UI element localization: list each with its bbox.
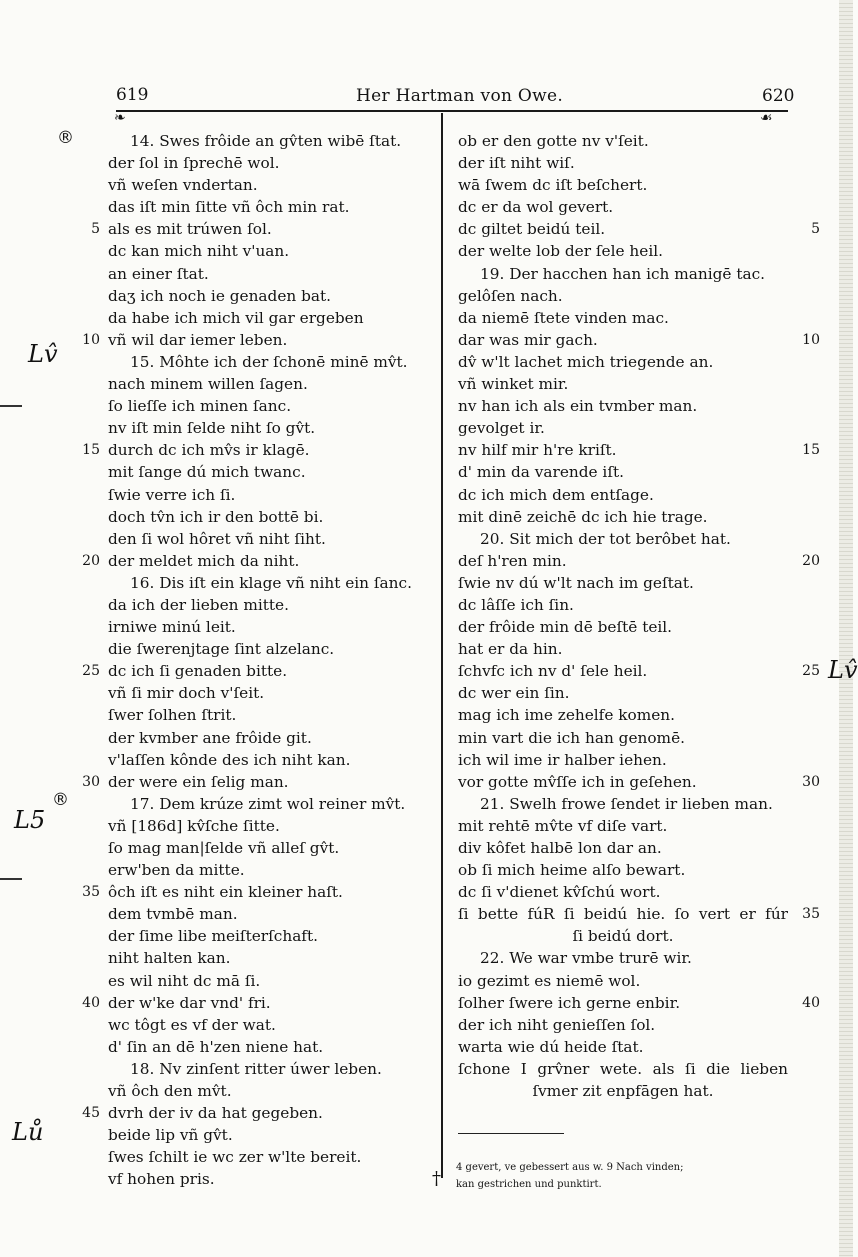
line-number: 5	[91, 221, 100, 238]
verse-line	[108, 461, 438, 483]
verse-line	[458, 484, 788, 506]
margin-note-3: Lů	[12, 1118, 44, 1146]
verse-line	[108, 417, 438, 439]
verse-line	[458, 550, 820, 572]
verse-text: ôch iſt es niht ein kleiner haſt.	[108, 883, 343, 902]
line-number: 35	[802, 906, 820, 923]
verse-text: ſo lieſſe ich minen ſanc.	[108, 397, 292, 416]
ornament-left-icon: ❧	[114, 110, 126, 126]
verse-text: das iſt min ſitte vñ ôch min rat.	[108, 198, 350, 217]
verse-line	[458, 263, 788, 285]
verse-line	[108, 528, 438, 550]
verse-line	[458, 373, 788, 395]
verse-text: 21. Swelh frowe ſendet ir lieben man.	[480, 794, 773, 813]
page-edge	[839, 0, 853, 1257]
verse-text: erw'ben da mitte.	[108, 861, 245, 880]
verse-text: nv iſt min ſelde niht ſo gv̂t.	[108, 419, 316, 438]
verse-text: dc lâſſe ich ſin.	[458, 595, 574, 614]
verse-line	[108, 395, 438, 417]
verse-text: mag ich ime zehelfe komen.	[458, 706, 676, 725]
verse-line	[458, 506, 788, 528]
verse-line	[458, 528, 788, 550]
verse-line	[108, 506, 438, 528]
verse-text: v'laſſen kônde des ich niht kan.	[108, 750, 351, 769]
verse-text: niht halten kan.	[108, 949, 231, 968]
verse-text: vñ ſi mir doch v'ſeit.	[108, 684, 265, 703]
verse-text: dc ich mich dem entſage.	[458, 485, 654, 504]
verse-line	[108, 682, 438, 704]
verse-line	[458, 395, 788, 417]
verse-text: 22. We war vmbe trurē wir.	[480, 949, 692, 968]
verse-text: wc tôgt es vf der wat.	[108, 1015, 276, 1034]
footnote-line-1: 4 gevert, ve gebessert aus w. 9 Nach vinden;	[456, 1162, 684, 1173]
verse-text: vñ weſen vndertan.	[108, 176, 258, 195]
verse-text: dv̂ w'lt lachet mich triegende an.	[458, 352, 714, 371]
line-number: 45	[82, 1105, 100, 1122]
verse-text: dc ſi v'dienet kv̂ſchú wort.	[458, 883, 661, 902]
verse-line	[108, 152, 438, 174]
verse-text: ſo mag man|ſelde vñ alleſ gv̂t.	[108, 839, 340, 857]
line-number: 30	[802, 773, 820, 790]
verse-line	[108, 970, 438, 992]
verse-line	[458, 859, 788, 881]
verse-line	[458, 285, 788, 307]
footnote-rule	[458, 1133, 564, 1134]
verse-line	[458, 196, 788, 218]
verse-text: als es mit trúwen ſol.	[108, 220, 272, 239]
verse-line	[108, 1124, 438, 1146]
verse-line	[108, 815, 438, 837]
verse-text: vñ [186d] kv̂ſche ſitte.	[108, 816, 280, 835]
verse-line	[458, 1014, 788, 1036]
header-rule	[116, 110, 788, 112]
verse-line	[458, 793, 788, 815]
verse-line	[458, 970, 788, 992]
verse-line	[458, 771, 820, 793]
verse-line	[108, 373, 438, 395]
verse-line	[82, 550, 438, 572]
verse-text: ob ſi mich heime alſo bewart.	[458, 861, 686, 880]
registered-mark-1: ®	[57, 128, 74, 148]
verse-line	[108, 196, 438, 218]
line-number: 35	[82, 884, 100, 901]
verse-text: der iſt niht wiſ.	[458, 154, 575, 173]
verse-line	[108, 903, 438, 925]
verse-line	[108, 307, 438, 329]
ornament-right-icon: ☙	[760, 110, 773, 126]
verse-text: da niemē ſtete vinden mac.	[458, 308, 669, 327]
line-number: 5	[811, 221, 820, 238]
verse-text: nv han ich als ein tvmber man.	[458, 397, 698, 416]
verse-line	[108, 285, 438, 307]
verse-text: dc ich ſi genaden bitte.	[108, 662, 288, 681]
verse-line	[108, 947, 438, 969]
line-number: 10	[802, 331, 820, 348]
page-number-left: 619	[116, 85, 149, 105]
verse-text: 20. Sit mich der tot berôbet hat.	[480, 529, 731, 548]
footnote-line-2: kan gestrichen und punktirt.	[456, 1179, 602, 1190]
verse-text: dar was mir gach.	[458, 330, 598, 349]
verse-text: vñ wil dar iemer leben.	[108, 330, 288, 349]
verse-text: vor gotte mv̂ſſe ich in geſehen.	[458, 772, 697, 791]
verse-text: ſchvfc ich nv d' ſele heil.	[458, 662, 648, 681]
verse-line	[458, 638, 788, 660]
verse-text: gelôſen nach.	[458, 286, 563, 305]
verse-text: der kvmber ane frôide git.	[108, 728, 312, 747]
margin-note-2: L5	[14, 806, 46, 834]
verse-line	[458, 837, 788, 859]
verse-line	[82, 771, 438, 793]
verse-line	[82, 992, 438, 1014]
verse-line	[108, 1080, 438, 1102]
verse-line	[458, 704, 788, 726]
verse-text: vñ ôch den mv̂t.	[108, 1082, 232, 1101]
verse-text: der w'ke dar vnd' fri.	[108, 993, 271, 1012]
verse-line	[82, 439, 438, 461]
verse-line	[458, 925, 788, 947]
verse-text: dc giltet beidú teil.	[458, 220, 606, 239]
line-number: 20	[802, 552, 820, 569]
verse-text: der frôide min dē beſtē teil.	[458, 618, 673, 637]
verse-line	[108, 727, 438, 749]
verse-line	[458, 174, 788, 196]
verse-text: io gezimt es niemē wol.	[458, 971, 641, 990]
verse-text: mit ſange dú mich twanc.	[108, 463, 306, 482]
verse-line	[458, 130, 788, 152]
verse-text: ich wil ime ir halber iehen.	[458, 750, 667, 769]
verse-text: ſi beidú dort.	[572, 927, 674, 946]
verse-text: d' ſin an dē h'zen niene hat.	[108, 1037, 324, 1056]
verse-text: der ich niht genieſſen ſol.	[458, 1015, 656, 1034]
verse-line	[108, 484, 438, 506]
verse-line	[108, 1058, 438, 1080]
verse-line	[108, 638, 438, 660]
verse-line	[458, 616, 788, 638]
verse-text: ſchone I grv̂ner wete. als ſi die lieben	[458, 1059, 788, 1078]
verse-line	[458, 240, 788, 262]
margin-stroke-1	[0, 405, 22, 407]
verse-text: der meldet mich da niht.	[108, 551, 300, 570]
verse-line	[458, 594, 788, 616]
line-number: 40	[802, 994, 820, 1011]
verse-text: irniwe minú leit.	[108, 618, 236, 637]
verse-line	[458, 881, 788, 903]
verse-line	[458, 1058, 788, 1080]
verse-text: wā ſwem dc iſt beſchert.	[458, 176, 648, 195]
line-number: 15	[802, 442, 820, 459]
verse-text: 18. Nv zinſent ritter úwer leben.	[130, 1059, 382, 1078]
verse-line	[108, 793, 438, 815]
verse-text: beide lip vñ gv̂t.	[108, 1126, 233, 1145]
verse-line	[458, 461, 788, 483]
verse-line	[82, 329, 438, 351]
verse-text: min vart die ich han genomē.	[458, 728, 685, 747]
verse-line	[458, 439, 820, 461]
verse-line	[108, 837, 438, 859]
verse-line	[108, 1168, 438, 1190]
verse-text: mit rehtē mv̂te vf diſe vart.	[458, 816, 668, 835]
verse-text: daʒ ich noch ie genaden bat.	[108, 286, 332, 305]
verse-line	[458, 218, 820, 240]
verse-line	[108, 594, 438, 616]
line-number: 40	[82, 994, 100, 1011]
verse-text: ſvmer zit enpfāgen hat.	[532, 1082, 714, 1101]
verse-line	[458, 749, 788, 771]
verse-text: 15. Môhte ich der ſchonē minē mv̂t.	[130, 352, 408, 371]
verse-text: 14. Swes frôide an gv̂ten wibē ſtat.	[130, 132, 402, 150]
right-column	[458, 130, 820, 1102]
verse-line	[82, 660, 438, 682]
verse-text: ſi bette fúR ſi beidú hie. ſo vert er fúr	[458, 905, 788, 924]
verse-text: ſwie verre ich ſi.	[108, 485, 236, 504]
line-number: 30	[82, 773, 100, 790]
verse-line	[108, 1146, 438, 1168]
verse-line	[82, 881, 438, 903]
verse-line	[82, 1102, 438, 1124]
verse-text: durch dc ich mv̂s ir klagē.	[108, 441, 310, 460]
verse-text: dem tvmbē man.	[108, 905, 238, 924]
verse-line	[108, 1014, 438, 1036]
verse-text: dc kan mich niht v'uan.	[108, 242, 290, 261]
verse-line	[108, 263, 438, 285]
verse-line	[108, 859, 438, 881]
verse-text: es wil niht dc mā ſi.	[108, 971, 261, 990]
verse-line	[458, 903, 820, 925]
verse-text: vñ winket mir.	[458, 375, 569, 394]
verse-line	[108, 240, 438, 262]
verse-line	[108, 572, 438, 594]
verse-line	[108, 130, 438, 152]
verse-text: ſwie nv dú w'lt nach im geſtat.	[458, 573, 694, 592]
verse-line	[108, 174, 438, 196]
verse-text: nv hilf mir h're kriſt.	[458, 441, 617, 460]
verse-text: ſolher ſwere ich gerne enbir.	[458, 993, 681, 1012]
verse-text: ob er den gotte nv v'ſeit.	[458, 132, 649, 150]
verse-text: d' min da varende iſt.	[458, 463, 624, 482]
verse-text: 16. Dis iſt ein klage vñ niht ein ſanc.	[130, 573, 412, 592]
verse-line	[458, 815, 788, 837]
verse-line	[458, 727, 788, 749]
verse-line	[108, 704, 438, 726]
verse-text: 17. Dem krúze zimt wol reiner mv̂t.	[130, 794, 406, 813]
verse-text: hat er da hin.	[458, 640, 563, 659]
verse-line	[458, 992, 820, 1014]
verse-text: ſwer ſolhen ſtrit.	[108, 706, 237, 725]
verse-text: doch tv̂n ich ir den bottē bi.	[108, 507, 324, 526]
margin-note-4: Lv̂	[828, 656, 858, 684]
verse-text: der ſol in ſprechē wol.	[108, 154, 280, 173]
verse-line	[458, 417, 788, 439]
verse-text: der welte lob der ſele heil.	[458, 242, 663, 261]
verse-line	[108, 351, 438, 373]
divider-end-cross-icon: †	[432, 1168, 441, 1189]
verse-text: da ich der lieben mitte.	[108, 595, 289, 614]
verse-line	[108, 616, 438, 638]
verse-text: nach minem willen ſagen.	[108, 375, 308, 394]
verse-text: der were ein ſelig man.	[108, 772, 289, 791]
page-number-right: 620	[762, 86, 795, 106]
verse-line	[108, 1036, 438, 1058]
verse-text: den ſi wol hôret vñ niht ſiht.	[108, 529, 326, 548]
column-divider	[441, 113, 443, 1178]
line-number: 15	[82, 442, 100, 459]
verse-line	[108, 925, 438, 947]
verse-text: div kôfet halbē lon dar an.	[458, 839, 662, 857]
verse-line	[458, 1036, 788, 1058]
running-title: Her Hartman von Owe.	[356, 86, 564, 106]
verse-text: dc er da wol gevert.	[458, 198, 614, 217]
registered-mark-2: ®	[52, 790, 69, 810]
verse-line	[458, 307, 788, 329]
line-number: 25	[82, 663, 100, 680]
verse-text: vf hohen pris.	[108, 1170, 215, 1189]
verse-text: da habe ich mich vil gar ergeben	[108, 308, 364, 327]
verse-line	[91, 218, 438, 240]
verse-line	[458, 947, 788, 969]
verse-text: dc wer ein ſin.	[458, 684, 570, 703]
verse-line	[458, 152, 788, 174]
line-number: 10	[82, 331, 100, 348]
verse-text: deſ h'ren min.	[458, 551, 567, 570]
verse-text: der ſime libe meiſterſchaft.	[108, 927, 318, 946]
verse-text: 19. Der hacchen han ich manigē tac.	[480, 264, 766, 283]
margin-note-1: Lv̂	[28, 340, 58, 368]
verse-text: die ſwerenjtage ſint alzelanc.	[108, 640, 335, 659]
verse-text: ſwes ſchilt ie wc zer w'lte bereit.	[108, 1148, 362, 1167]
verse-line	[458, 351, 788, 373]
verse-text: dvrh der iv da hat gegeben.	[108, 1104, 323, 1123]
line-number: 25	[802, 663, 820, 680]
margin-stroke-2	[0, 878, 22, 880]
verse-line	[108, 749, 438, 771]
verse-line	[458, 572, 788, 594]
verse-text: warta wie dú heide ſtat.	[458, 1037, 644, 1056]
verse-line	[458, 1080, 788, 1102]
line-number: 20	[82, 552, 100, 569]
verse-text: gevolget ir.	[458, 419, 545, 438]
verse-line	[458, 660, 820, 682]
verse-line	[458, 682, 788, 704]
verse-text: mit dinē zeichē dc ich hie trage.	[458, 507, 708, 526]
left-column	[82, 130, 438, 1191]
verse-line	[458, 329, 820, 351]
verse-text: an einer ſtat.	[108, 264, 209, 283]
